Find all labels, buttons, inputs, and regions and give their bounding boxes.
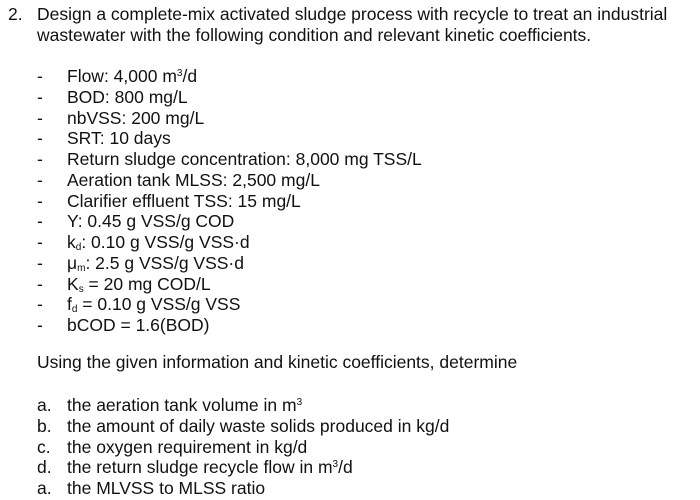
task-item bbox=[37, 457, 449, 478]
bullet-dash: - bbox=[37, 66, 43, 86]
bullet-dash: - bbox=[37, 273, 43, 294]
bullet-dash: - bbox=[37, 86, 43, 107]
condition-text: Aeration tank MLSS: 2,500 mg/L bbox=[67, 169, 320, 190]
condition-item bbox=[37, 315, 422, 336]
condition-text: $f_d = 0.10$ g VSS/g VSS bbox=[67, 294, 241, 316]
condition-text: $\mu_m$: 2.5 g VSS/g VSS·d bbox=[67, 252, 244, 274]
task-letter: c. bbox=[37, 436, 51, 457]
bullet-dash: - bbox=[37, 128, 43, 149]
condition-item bbox=[37, 170, 422, 191]
bullet-dash: - bbox=[37, 169, 43, 190]
condition-item bbox=[37, 253, 422, 274]
condition-text: SRT: 10 days bbox=[67, 128, 171, 149]
tasks-list bbox=[37, 395, 449, 499]
condition-text: BOD: 800 mg/L bbox=[67, 86, 188, 107]
condition-text: Clarifier effluent TSS: 15 mg/L bbox=[67, 190, 301, 211]
condition-item bbox=[37, 128, 422, 149]
task-text: the return sludge recycle flow in $m^3/d$ bbox=[67, 457, 353, 478]
condition-text: bCOD = 1.6(BOD) bbox=[67, 315, 210, 335]
task-item bbox=[37, 478, 449, 499]
condition-item bbox=[37, 108, 422, 129]
condition-text: Return sludge concentration: 8,000 mg TSS/L bbox=[67, 149, 422, 169]
task-item bbox=[37, 395, 449, 416]
condition-text: Flow: 4,000 $m^3/d$ bbox=[67, 66, 198, 86]
condition-item bbox=[37, 87, 422, 108]
condition-text: Y: 0.45 g VSS/g COD bbox=[67, 211, 235, 232]
bullet-dash: - bbox=[37, 107, 43, 128]
condition-item bbox=[37, 294, 422, 315]
bullet-dash: - bbox=[37, 190, 43, 211]
condition-item bbox=[37, 232, 422, 253]
bullet-dash: - bbox=[37, 315, 43, 335]
task-letter: d. bbox=[37, 457, 52, 478]
condition-text: $k_d$: 0.10 g VSS/g VSS·d bbox=[67, 232, 250, 253]
task-item bbox=[37, 437, 449, 458]
task-text: the amount of daily waste solids produced in kg/d bbox=[67, 415, 450, 436]
task-letter: b. bbox=[37, 415, 52, 436]
bullet-dash: - bbox=[37, 211, 43, 232]
task-letter: a. bbox=[37, 395, 52, 415]
question-text: Design a complete-mix activated sludge process with recycle to treat an industrial wastewater with the following condition and relevant kinetic coefficients. bbox=[37, 4, 668, 45]
question-number: 2. bbox=[8, 4, 23, 24]
condition-text: $K_s = 20$ mg COD/L bbox=[67, 273, 211, 295]
condition-item bbox=[37, 211, 422, 232]
task-text: the MLVSS to MLSS ratio bbox=[67, 478, 266, 499]
bullet-dash: - bbox=[37, 232, 43, 252]
condition-text: nbVSS: 200 mg/L bbox=[67, 107, 205, 128]
bullet-dash: - bbox=[37, 149, 43, 169]
task-text: the aeration tank volume in $m^3$ bbox=[67, 395, 303, 415]
condition-item bbox=[37, 274, 422, 295]
condition-item bbox=[37, 149, 422, 170]
conditions-list bbox=[37, 66, 422, 336]
task-letter: a. bbox=[37, 478, 52, 499]
condition-item bbox=[37, 66, 422, 87]
bullet-dash: - bbox=[37, 252, 43, 273]
task-text: the oxygen requirement in kg/d bbox=[67, 436, 308, 457]
bullet-dash: - bbox=[37, 294, 43, 315]
condition-item bbox=[37, 191, 422, 212]
instruction-text: Using the given information and kinetic coefficients, determine bbox=[37, 352, 518, 372]
task-item bbox=[37, 416, 449, 437]
